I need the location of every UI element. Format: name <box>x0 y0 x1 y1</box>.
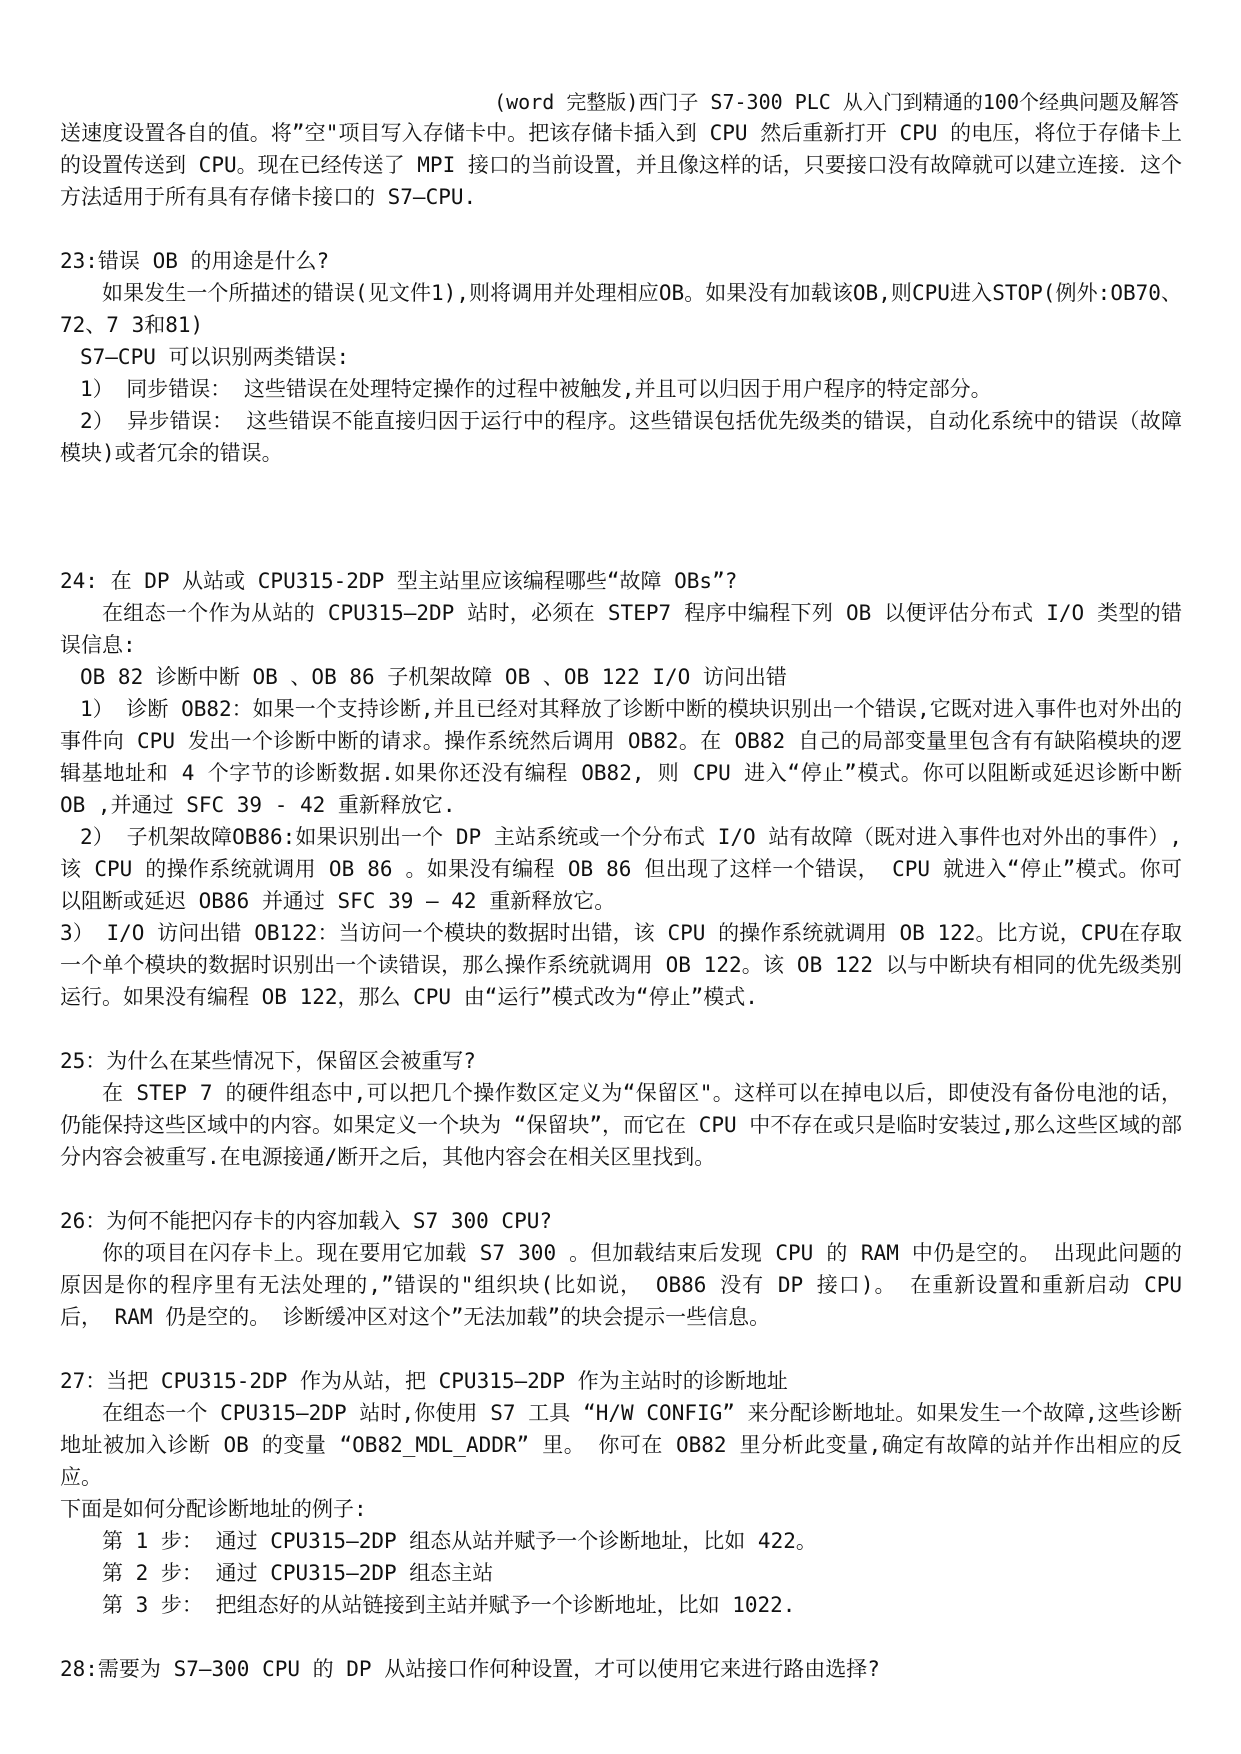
continuation-paragraph: 送速度设置各自的值。将”空"项目写入存储卡中。把该存储卡插入到 CPU 然后重新打开 CPU 的电压，将位于存储卡上的设置传送到 CPU。现在已经传送了 MPI 接口的当前设置，并且像这样的话，只要接口没有故障就可以建立连接．这个方法适用于所有具有存储卡接口的 S7—CPU. <box>60 121 1182 209</box>
list-item: 1） 同步错误： 这些错误在处理特定操作的过程中被触发,并且可以归因于用户程序的特定部分。 <box>80 377 992 401</box>
running-header: (word 完整版)西门子 S7-300 PLC 从入门到精通的100个经典问题及解答 <box>494 90 1179 114</box>
paragraph: 你的项目在闪存卡上。现在要用它加载 S7 300 。但加载结束后发现 CPU 的 RAM 中仍是空的。 出现此问题的原因是你的程序里有无法处理的,”错误的"组织块(比如说， OB86 没有 DP 接口)。 在重新设置和重新启动 CPU 后， RAM 仍是空的。 诊断缓冲区对这个”无法加载”的块会提示一些信息。 <box>60 1241 1182 1329</box>
spacer <box>60 1173 1182 1205</box>
spacer <box>60 1013 1182 1045</box>
question-23-heading: 23:错误 OB 的用途是什么? <box>60 249 330 273</box>
spacer <box>60 1621 1182 1653</box>
question-26-heading: 26：为何不能把闪存卡的内容加载入 S7 300 CPU? <box>60 1209 553 1233</box>
list-item: 1） 诊断 OB82：如果一个支持诊断,并且已经对其释放了诊断中断的模块识别出一个错误,它既对进入事件也对外出的事件向 CPU 发出一个诊断中断的请求。操作系统然后调用 OB82。在 OB82 自己的局部变量里包含有有缺陷模块的逻辑基地址和 4 个字节的诊断数据.如果你还没有编程 OB82, 则 CPU 进入“停止”模式。你可以阻断或延迟诊断中断 OB ,并通过 SFC 39 - 42 重新释放它. <box>60 697 1182 817</box>
spacer <box>60 213 1182 245</box>
paragraph: OB 82 诊断中断 OB 、OB 86 子机架故障 OB 、OB 122 I/O 访问出错 <box>80 665 787 689</box>
paragraph: 在组态一个作为从站的 CPU315—2DP 站时，必须在 STEP7 程序中编程下列 OB 以便评估分布式 I/O 类型的错误信息: <box>60 601 1182 657</box>
paragraph: 下面是如何分配诊断地址的例子: <box>60 1497 367 1521</box>
list-item: 2） 异步错误： 这些错误不能直接归因于运行中的程序。这些错误包括优先级类的错误，自动化系统中的错误（故障模块)或者冗余的错误。 <box>60 409 1182 465</box>
question-27-heading: 27：当把 CPU315-2DP 作为从站，把 CPU315—2DP 作为主站时的诊断地址 <box>60 1369 788 1393</box>
document-body <box>60 117 1182 1685</box>
list-item: 2） 子机架故障OB86:如果识别出一个 DP 主站系统或一个分布式 I/O 站有故障（既对进入事件也对外出的事件）,该 CPU 的操作系统就调用 OB 86 。如果没有编程 OB 86 但出现了这样一个错误， CPU 就进入“停止”模式。你可以阻断或延迟 OB86 并通过 SFC 39 — 42 重新释放它。 <box>60 825 1182 913</box>
paragraph: 在组态一个 CPU315—2DP 站时,你使用 S7 工具 “H/W CONFIG” 来分配诊断地址。如果发生一个故障,这些诊断地址被加入诊断 OB 的变量 “OB82_MDL_ADDR” 里。 你可在 OB82 里分析此变量,确定有故障的站并作出相应的反应。 <box>60 1401 1182 1489</box>
paragraph: S7—CPU 可以识别两类错误: <box>80 345 350 369</box>
spacer <box>60 1333 1182 1365</box>
spacer <box>60 469 1182 565</box>
step-item: 第 3 步： 把组态好的从站链接到主站并赋予一个诊断地址，比如 1022. <box>102 1593 796 1617</box>
list-item: 3） I/O 访问出错 OB122：当访问一个模块的数据时出错，该 CPU 的操作系统就调用 OB 122。比方说，CPU在存取一个单个模块的数据时识别出一个读错误，那么操作系统就调用 OB 122。该 OB 122 以与中断块有相同的优先级类别运行。如果没有编程 OB 122，那么 CPU 由“运行”模式改为“停止”模式. <box>60 921 1182 1009</box>
question-28-heading: 28:需要为 S7—300 CPU 的 DP 从站接口作何种设置，才可以使用它来进行路由选择? <box>60 1657 880 1681</box>
paragraph: 在 STEP 7 的硬件组态中,可以把几个操作数区定义为“保留区"。这样可以在掉电以后，即使没有备份电池的话，仍能保持这些区域中的内容。如果定义一个块为 “保留块”，而它在 CPU 中不存在或只是临时安装过,那么这些区域的部分内容会被重写.在电源接通/断开之后，其他内容会在相关区里找到。 <box>60 1081 1182 1169</box>
paragraph: 如果发生一个所描述的错误(见文件1),则将调用并处理相应OB。如果没有加载该OB,则CPU进入STOP(例外:OB70、72、7 3和81) <box>60 281 1182 337</box>
question-25-heading: 25：为什么在某些情况下，保留区会被重写? <box>60 1049 476 1073</box>
question-24-heading: 24: 在 DP 从站或 CPU315-2DP 型主站里应该编程哪些“故障 OBs”? <box>60 569 738 593</box>
step-item: 第 2 步： 通过 CPU315—2DP 组态主站 <box>102 1561 494 1585</box>
step-item: 第 1 步： 通过 CPU315—2DP 组态从站并赋予一个诊断地址，比如 422。 <box>102 1529 817 1553</box>
